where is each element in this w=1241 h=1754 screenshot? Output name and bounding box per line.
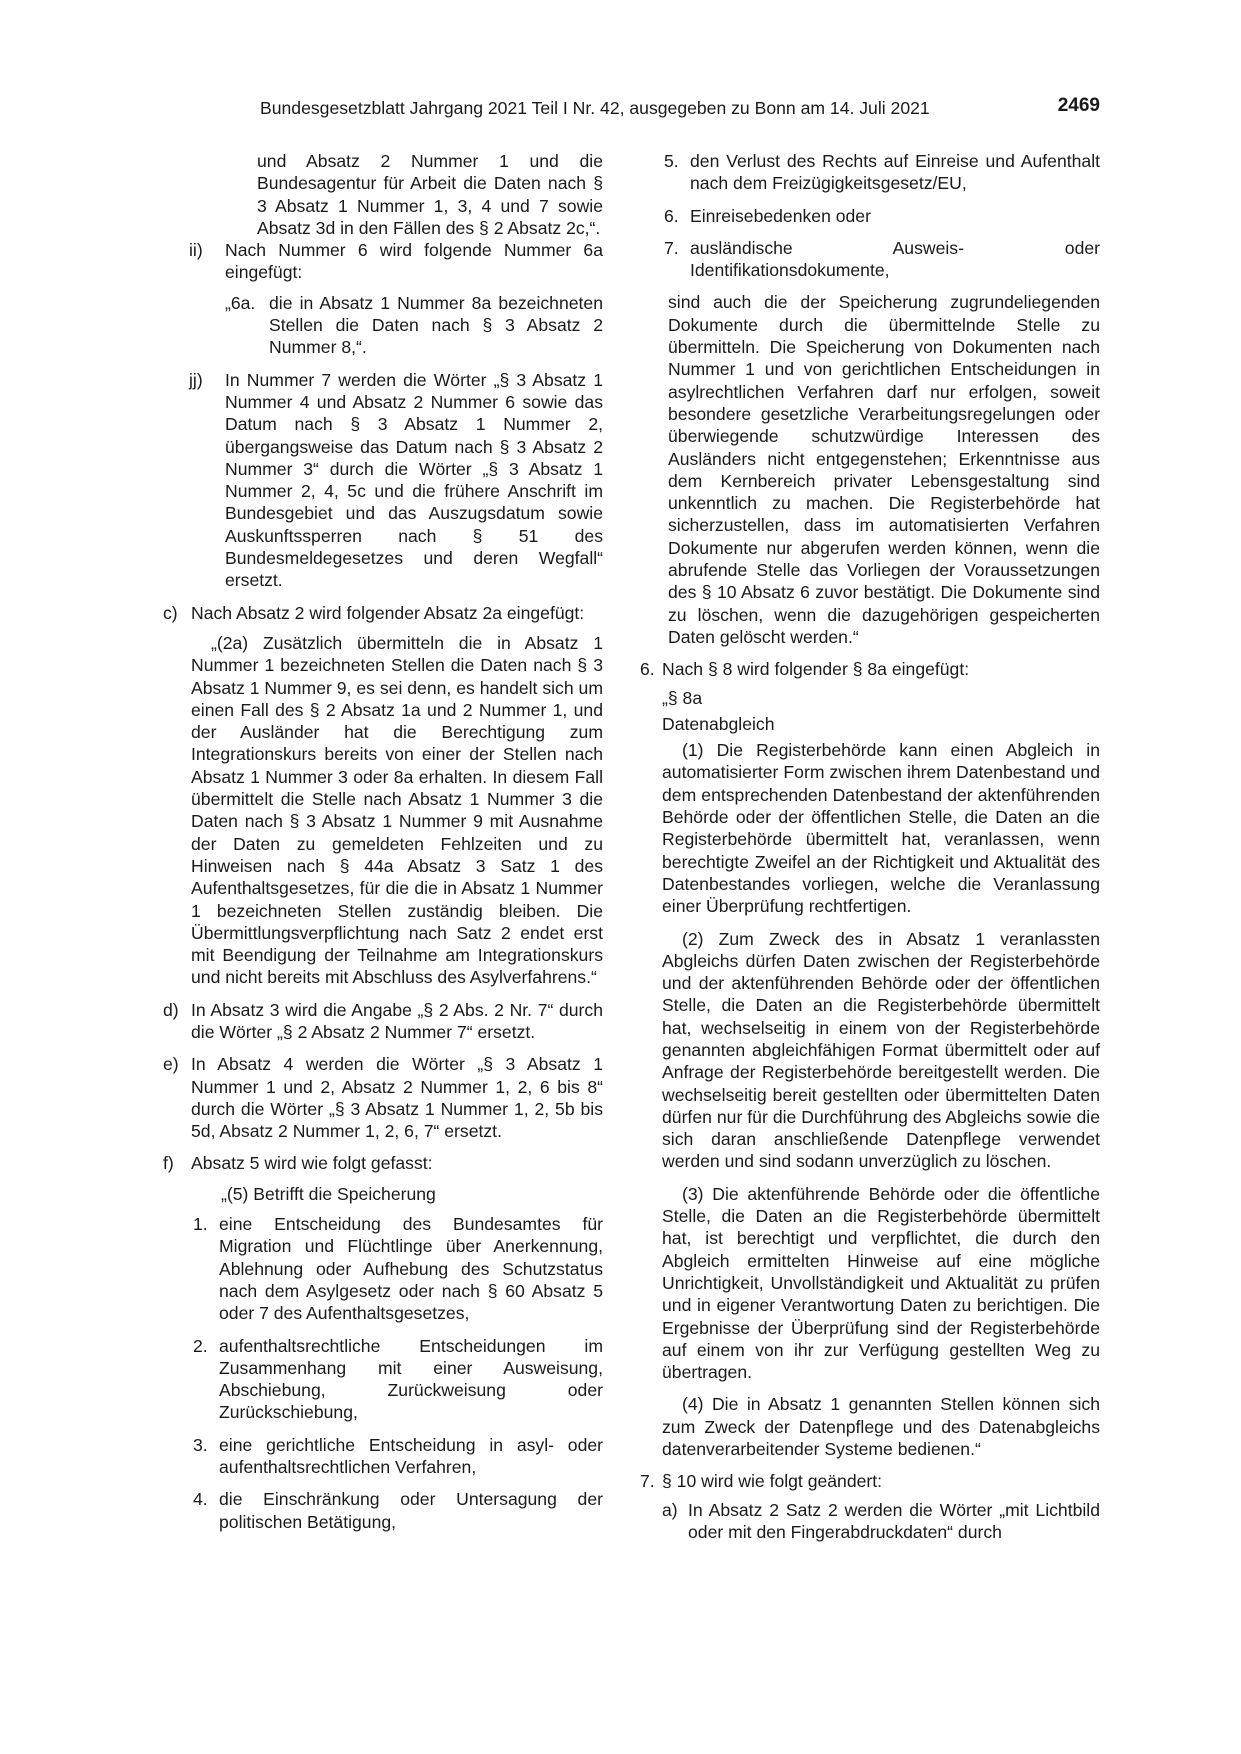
item-c-text: Nach Absatz 2 wird folgender Absatz 2a eingefügt:: [191, 602, 585, 623]
list-item: [193, 1335, 603, 1424]
item-7-text: § 10 wird wie folgt geändert:: [662, 1471, 883, 1492]
quote-6a-text: die in Absatz 1 Nummer 8a bezeichneten Stellen die Daten nach § 3 Absatz 2 Nummer 8,“.: [269, 292, 603, 358]
left-column: [163, 150, 603, 1543]
header-title: Bundesgesetzblatt Jahrgang 2021 Teil I Nr. 42, ausgegeben zu Bonn am 14. Juli 2021: [260, 98, 930, 118]
item-jj: [189, 369, 603, 592]
quote-6a: [225, 292, 603, 359]
item-f-label: f): [163, 1153, 174, 1174]
item-ii-body: [189, 239, 603, 358]
item-f-quote-intro: „(5) Betrifft die Speicherung: [221, 1183, 436, 1204]
item-d: [163, 999, 603, 1044]
item-c-quote: „(2a) Zusätzlich übermitteln die in Absatz 1 Nummer 1 bezeichneten Stellen die Daten nach § 3 Absatz 1 Nummer 9, es sei denn, es handelt sich um einen Fall des § 2 Absatz 1a und 2 Nummer 1, und der Ausländer hat die Berechtigung zum Integrationskurs bereits von einer der Stellen nach Absatz 1 Nummer 3 oder 8a erhalten. In diesem Fall übermittelt die Stelle nach Absatz 1 Nummer 3 die Daten nach § 3 Absatz 1 Nummer 9 mit Ausnahme der Daten zu gemeldeten Fehlzeiten und zu Hinweisen nach § 44a Absatz 3 Satz 1 des Aufenthaltsgesetzes, für die die in Absatz 1 Nummer 1 bezeichneten Stellen zuständig bleiben. Die Übermittlungsverpflichtung nach Satz 2 endet erst mit Beendigung der Teilnahme am Integrationskurs und nicht bereits mit Abschluss des Asylverfahrens.“: [191, 632, 603, 988]
list-item: [193, 1434, 603, 1479]
item-7a-label: a): [662, 1499, 678, 1520]
item-c: [163, 602, 603, 989]
item-jj-text: In Nummer 7 werden die Wörter „§ 3 Absatz 1 Nummer 4 und Absatz 2 Nummer 6 sowie das Datum nach § 3 Absatz 1 Nummer 2, übergangsweise das Datum nach § 3 Absatz 2 Nummer 3“ durch die Wörter „§ 3 Absatz 1 Nummer 2, 4, 5c und die frühere Anschrift im Bundesgebiet und das Auszugsdatum sowie Auskunftssperren nach § 51 des Bundesmeldegesetzes und deren Wegfall“ ersetzt.: [225, 369, 603, 591]
list-item-text: ausländische Ausweis- oder Identifikationsdokumente,: [690, 237, 1100, 281]
right-column: [640, 150, 1100, 1543]
list-conclusion: sind auch die der Speicherung zugrundeliegenden Dokumente durch die übermittelnde Stelle zu übermitteln. Die Speicherung von Dokumenten nach Nummer 1 und von gerichtlichen Entscheidungen in asylrechtlichen Verfahren darf nur erfolgen, soweit besondere gesetzliche Verarbeitungsregelungen oder überwiegende schutzwürdige Interessen des Ausländers nicht entgegenstehen; Erkenntnisse aus dem Kernbereich privater Lebensgestaltung sind unkenntlich zu machen. Die Registerbehörde hat sicherzustellen, dass im automatisierten Verfahren Dokumente nur abgerufen werden können, wenn die abrufende Stelle das Vorliegen der Voraussetzungen des § 10 Absatz 6 zuvor bestätigt. Die Dokumente sind zu löschen, wenn die dazugehörigen gespeicherten Daten gelöscht werden.“: [668, 292, 1100, 647]
list-item-label: 3.: [193, 1434, 208, 1455]
list-item-label: 2.: [193, 1335, 208, 1356]
section-title: Datenabgleich: [662, 713, 775, 734]
item-f: [163, 1152, 603, 1205]
list-item-text: eine gerichtliche Entscheidung in asyl- oder aufenthaltsrechtlichen Verfahren,: [219, 1434, 603, 1478]
list-item-text: aufenthaltsrechtliche Entscheidungen im Zusammenhang mit einer Ausweisung, Abschiebung, Zurückweisung oder Zurückschiebung,: [219, 1335, 603, 1423]
list-item-label: 1.: [193, 1214, 208, 1235]
section-number: „§ 8a: [662, 687, 703, 708]
list-item: [193, 1488, 603, 1533]
item-7a-text: In Absatz 2 Satz 2 werden die Wörter „mit Lichtbild oder mit den Fingerabdruckdaten“ durch: [688, 1499, 1100, 1542]
page-number: 2469: [1057, 95, 1100, 116]
item-7: [640, 1470, 1100, 1492]
item-6-label: 6.: [640, 659, 655, 680]
item-e: [163, 1053, 603, 1142]
paragraph-3: (3) Die aktenführende Behörde oder die öffentliche Stelle, die Daten an die Registerbehörde übermittelt hat, ist berechtigt und verpflichtet, die durch den Abgleich ermittelten Hinweise auf eine mögliche Unrichtigkeit, Unvollständigkeit und Aktualität zu prüfen und in eigener Verantwortung Daten zu berichtigen. Die Ergebnisse der Überprüfung sind der Registerbehörde auf einem von ihr zur Verfügung gestellten Weg zu übertragen.: [662, 1183, 1100, 1383]
list-item-label: 7.: [664, 237, 679, 258]
section-8a: [662, 687, 1100, 1461]
paragraph-1: (1) Die Registerbehörde kann einen Abgleich in automatisierter Form zwischen ihrem Datenbestand und dem entsprechenden Datenbestand der aktenführenden Behörde oder der öffentlichen Stelle, die Daten an die Registerbehörde übermittelt hat, veranlassen, wenn berechtigte Zweifel an der Richtigkeit und Aktualität des Datenbestandes vorliegen, welche die Veranlassung einer Überprüfung rechtfertigen.: [662, 740, 1100, 917]
item-jj-label: jj): [189, 369, 203, 390]
item-7-label: 7.: [640, 1471, 655, 1492]
item-ii-label: ii): [189, 240, 203, 261]
item-e-text: In Absatz 4 werden die Wörter „§ 3 Absatz 1 Nummer 1 und 2, Absatz 2 Nummer 1, 2, 6 bis 8“ durch die Wörter „§ 3 Absatz 1 Nummer 1, 2, 5b bis 5d, Absatz 2 Nummer 1, 2, 6, 7“ ersetzt.: [191, 1054, 603, 1142]
item-ii-text: Nach Nummer 6 wird folgende Nummer 6a eingefügt:: [225, 240, 603, 283]
list-item: [664, 205, 1100, 227]
paragraph-4: (4) Die in Absatz 1 genannten Stellen können sich zum Zweck der Datenpflege und des Datenabgleichs datenverarbeitender Systeme bedienen.“: [662, 1394, 1100, 1460]
list-item-text: eine Entscheidung des Bundesamtes für Migration und Flüchtlinge über Anerkennung, Ablehnung oder Aufhebung des Schutzstatus nach dem Asylgesetz oder nach § 60 Absatz 5 oder 7 des Aufenthaltsgesetzes,: [219, 1214, 603, 1324]
item-6-text: Nach § 8 wird folgender § 8a eingefügt:: [662, 659, 970, 680]
item-c-label: c): [163, 602, 178, 623]
list-item: [664, 237, 1100, 282]
list-item-label: 5.: [664, 151, 679, 171]
item-d-text: In Absatz 3 wird die Angabe „§ 2 Abs. 2 Nr. 7“ durch die Wörter „§ 2 Absatz 2 Nummer 7“ ersetzt.: [191, 999, 603, 1042]
item-d-label: d): [163, 999, 179, 1020]
item-e-label: e): [163, 1054, 179, 1075]
list-item: [664, 150, 1100, 195]
list-item-label: 6.: [664, 205, 679, 226]
list-item-text: die Einschränkung oder Untersagung der politischen Betätigung,: [219, 1489, 603, 1532]
continuation-text: und Absatz 2 Nummer 1 und die Bundesagentur für Arbeit die Daten nach § 3 Absatz 1 Nummer 1, 3, 4 und 7 sowie Absatz 3d in den Fällen des § 2 Absatz 2c,“.: [257, 151, 603, 238]
list-item-label: 4.: [193, 1489, 208, 1510]
item-6: [640, 658, 1100, 680]
quote-6a-label: „6a.: [225, 292, 256, 313]
page-header: [260, 97, 1100, 123]
paragraph-2: (2) Zum Zweck des in Absatz 1 veranlassten Abgleichs dürfen Daten zwischen der Registerbehörde und der aktenführenden Behörde oder der öffentlichen Stelle, die Daten an die Registerbehörde übermittelt hat, wechselseitig in einem von der Registerbehörde genannten abgleichfähigen Format übermittelt oder auf Anfrage der Registerbehörde bereitgestellt werden. Die wechselseitig bereit gestellten oder übermittelten Daten dürfen nur für die Durchführung des Abgleichs sowie die sich daran anschließende Datenpflege verwendet werden und sind sodann unverzüglich zu löschen.: [662, 928, 1100, 1172]
item-f-text: Absatz 5 wird wie folgt gefasst:: [191, 1153, 433, 1174]
item-7a: [662, 1499, 1100, 1544]
list-item-text: Einreisebedenken oder: [690, 205, 871, 226]
list-item: [193, 1213, 603, 1324]
list-item-text: den Verlust des Rechts auf Einreise und Aufenthalt nach dem Freizügigkeitsgesetz/EU,: [690, 151, 1100, 194]
